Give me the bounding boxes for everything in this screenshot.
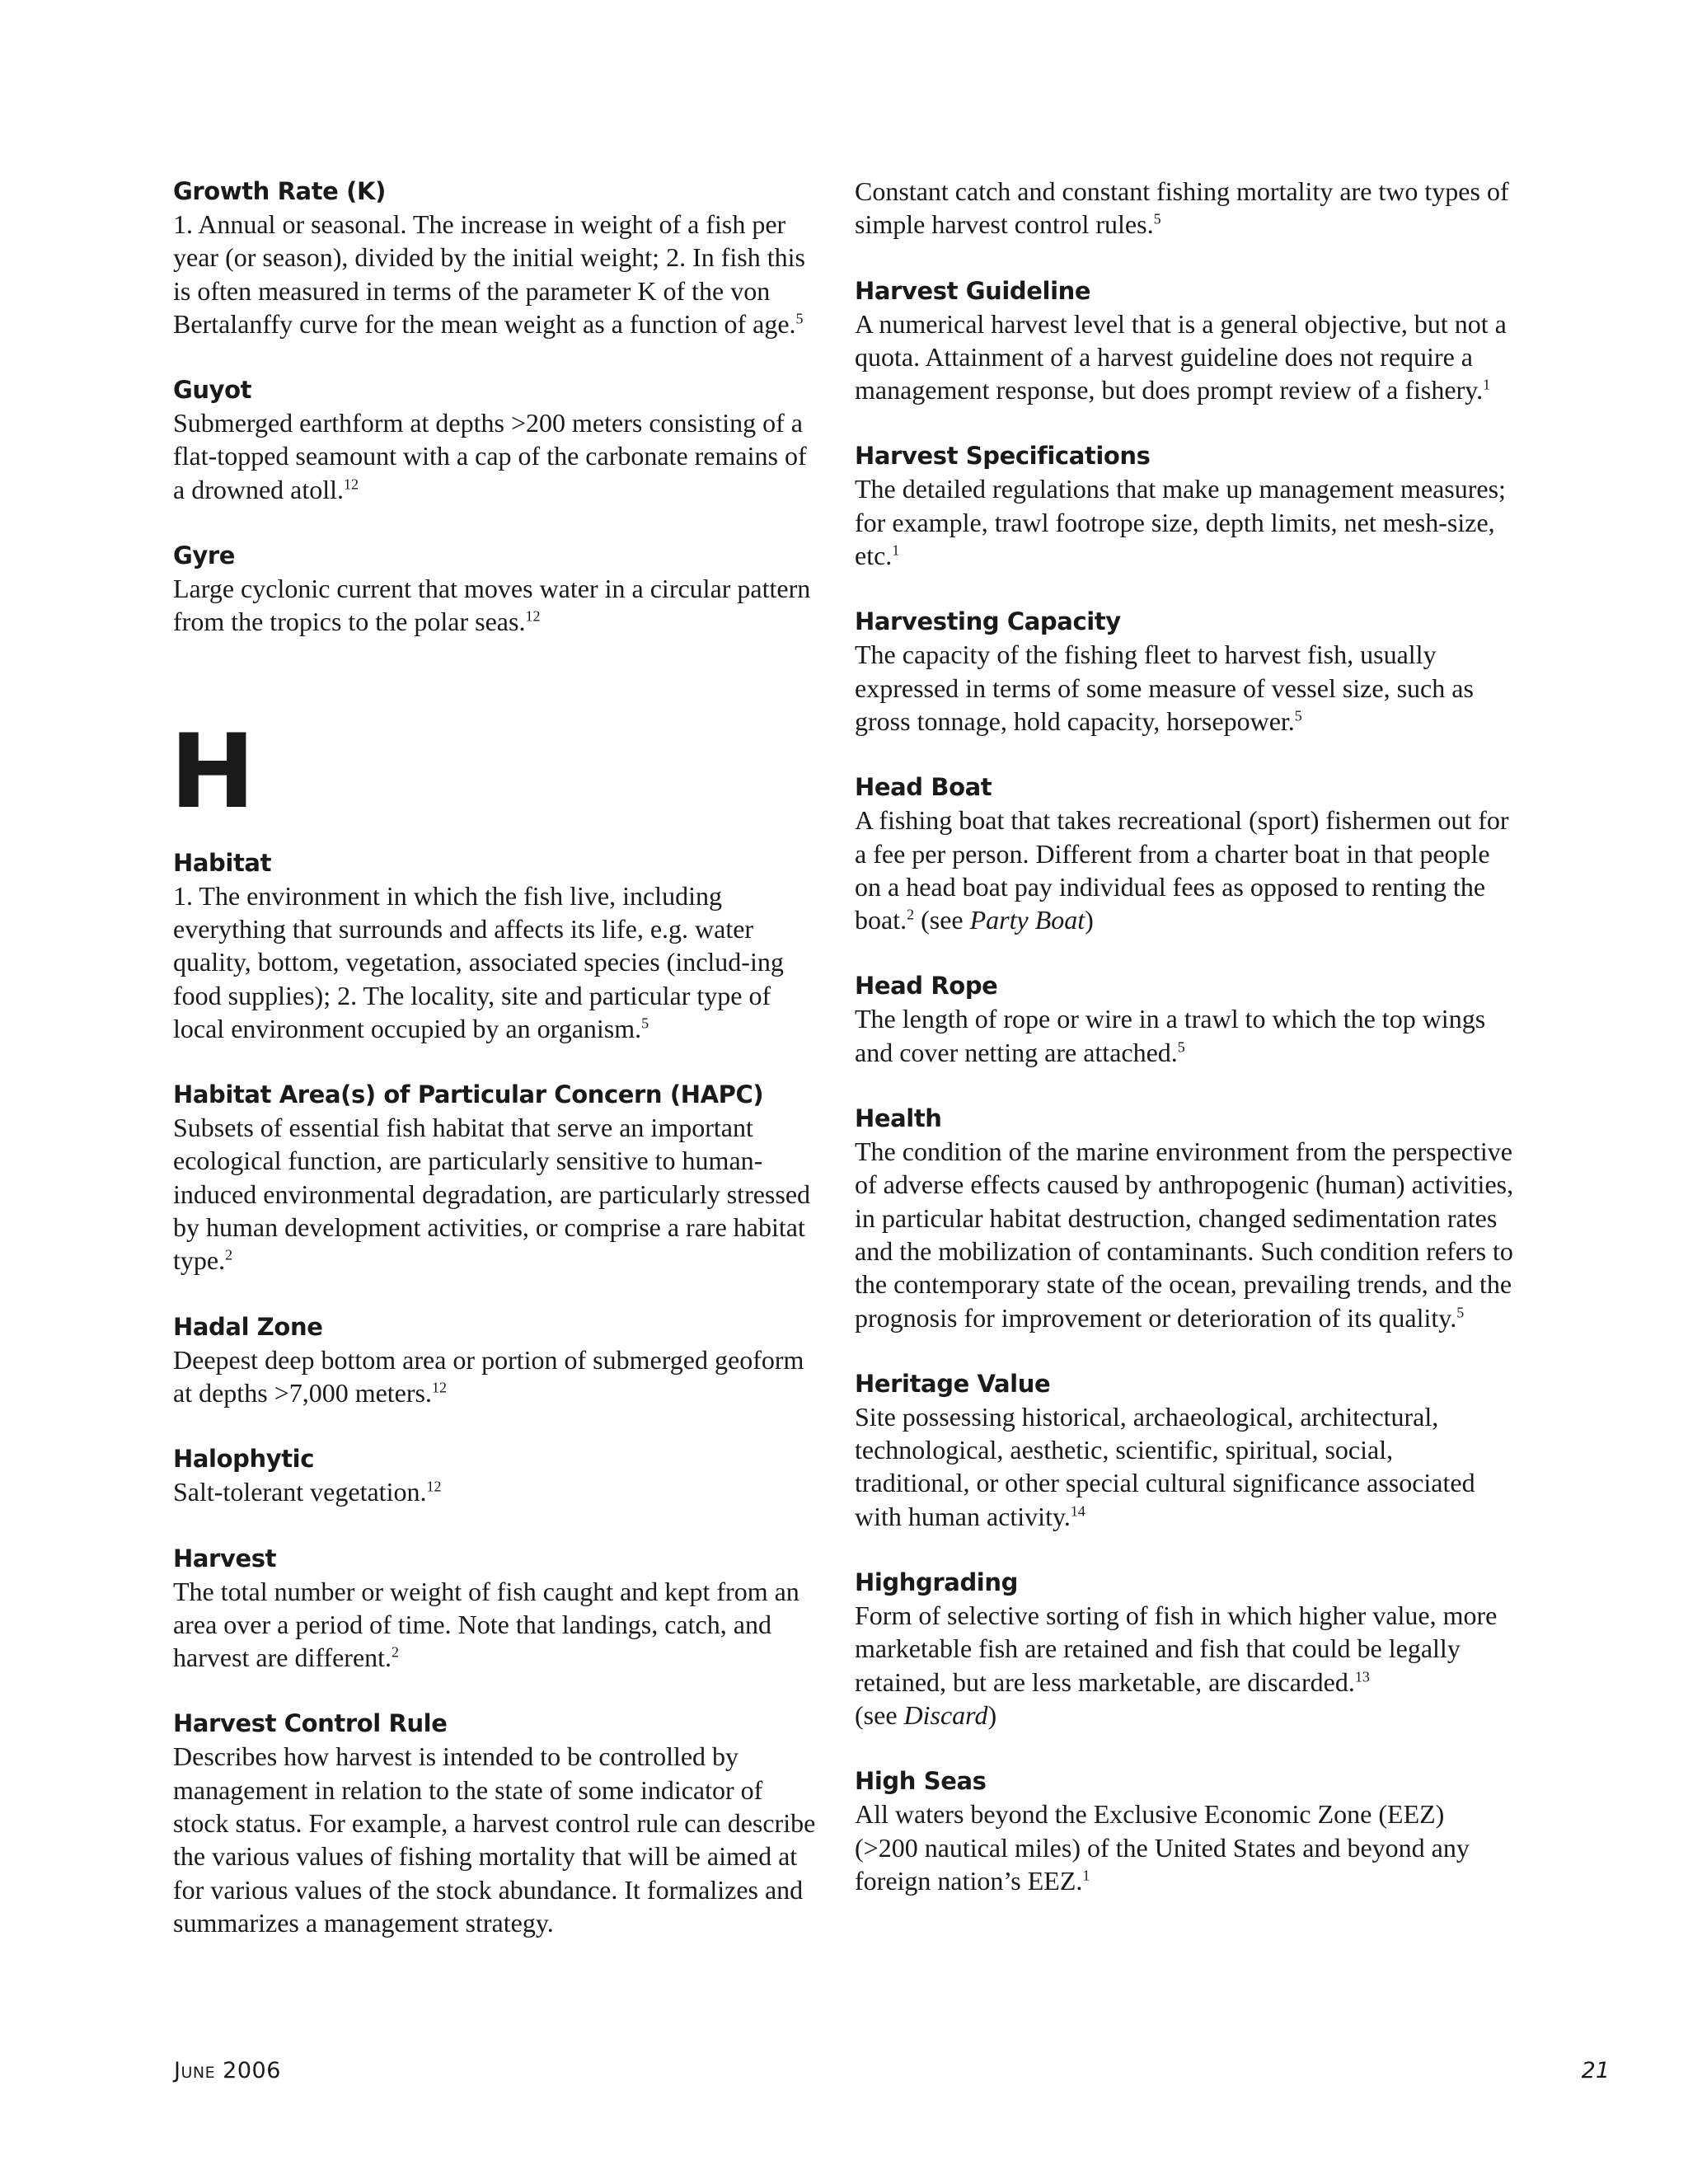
entry-definition: All waters beyond the Exclusive Economic Zone (EEZ) (>200 nautical miles) of the United States and beyond any foreign nation’s EEZ.$^1$: [855, 1799, 1470, 1896]
glossary-entry: [855, 605, 1514, 738]
glossary-entry: [855, 1367, 1514, 1533]
left-column: [170, 175, 816, 1972]
glossary-entry: [855, 439, 1514, 572]
entry-definition: Subsets of essential fish habitat that serve an important ecological function, are particularly sensitive to human-induced environmental degradation, are particularly stressed by human development activities, or comprise a rare habitat type.$^2$: [173, 1113, 811, 1276]
entry-term: Head Rope: [855, 972, 998, 1001]
entry-term: Harvest Specifications: [855, 442, 1151, 471]
entry-term: Growth Rate (K): [173, 177, 386, 205]
glossary-entry: [173, 1078, 816, 1277]
cross-reference: Discard: [903, 1699, 988, 1730]
reference-number: 14: [1070, 1502, 1085, 1520]
entry-term: Harvest Guideline: [855, 276, 1091, 305]
entries-h: [173, 846, 816, 1940]
glossary-entry: [855, 1102, 1514, 1334]
glossary-entry: [173, 1707, 816, 1939]
right-column: [855, 175, 1514, 1930]
glossary-entry: [855, 969, 1514, 1069]
entry-definition: A numerical harvest level that is a general objective, but not a quota. Attainment of a harvest guideline does not require a management response, but does prompt review of a fishery.$^1$: [855, 308, 1507, 405]
entry-definition: Salt-tolerant vegetation.$^{12}$: [173, 1477, 442, 1507]
entry-term: Harvest Control Rule: [173, 1709, 448, 1738]
entry-definition: The total number or weight of fish caught and kept from an area over a period of time. Note that landings, catch, and harvest are different.$^2$: [173, 1576, 799, 1673]
reference-number: 12: [525, 607, 541, 625]
reference-number: 5: [1456, 1303, 1465, 1320]
entry-term: Harvesting Capacity: [855, 607, 1121, 636]
reference-number: 13: [1354, 1667, 1370, 1685]
entry-definition: The length of rope or wire in a trawl to which the top wings and cover netting are attached.$^5$: [855, 1004, 1486, 1067]
entry-term: Guyot: [173, 376, 252, 405]
reference-number: 2: [392, 1643, 400, 1661]
entry-term: Habitat Area(s) of Particular Concern (HAPC): [173, 1080, 764, 1109]
entry-definition: Site possessing historical, archaeological, architectural, technological, aesthetic, scientific, spiritual, social, traditional, or other special cultural significance associated with human activity.$^{14}$: [855, 1401, 1475, 1531]
continued-definition: Constant catch and constant fishing mortality are two types of simple harvest control rules.$^5$: [855, 176, 1509, 240]
entry-definition: Form of selective sorting of fish in which higher value, more marketable fish are retained and fish that could be legally retained, but are less marketable, are discarded.$^{13}$ (see Discard): [855, 1601, 1498, 1730]
glossary-entry: [173, 539, 816, 639]
glossary-entry: [173, 373, 816, 506]
entry-term: Hadal Zone: [173, 1312, 323, 1341]
reference-number: 1: [1082, 1867, 1090, 1884]
entry-term: Highgrading: [855, 1568, 1018, 1597]
entry-term: Harvest: [173, 1544, 277, 1572]
footer-date: June 2006: [174, 2058, 281, 2083]
reference-number: 12: [431, 1379, 447, 1396]
entries-g: [173, 175, 816, 639]
entry-definition: A fishing boat that takes recreational (sport) fishermen out for a fee per person. Different from a charter boat in that people on a head boat pay individual fees as opposed to renting the boat.$^2$ (see Party Boat): [855, 805, 1509, 935]
reference-number: 5: [1177, 1038, 1185, 1056]
reference-number: 12: [426, 1478, 442, 1495]
entry-definition: 1. Annual or seasonal. The increase in weight of a fish per year (or season), divided by the initial weight; 2. In fish this is often measured in terms of the parameter K of the von Bertalanffy curve for the mean weight as a function of age.$^5$: [173, 209, 805, 339]
section-letter: H: [170, 712, 256, 832]
reference-number: 2: [225, 1246, 233, 1263]
reference-number: 1: [1483, 376, 1491, 393]
entry-term: Halophytic: [173, 1445, 315, 1474]
glossary-entry: [173, 1310, 816, 1410]
entry-term: Gyre: [173, 541, 236, 570]
glossary-entry: [173, 846, 816, 1045]
glossary-entry: [855, 274, 1514, 407]
reference-number: 1: [892, 541, 900, 559]
glossary-entry: [855, 1765, 1514, 1897]
entry-definition: Deepest deep bottom area or portion of submerged geoform at depths >7,000 meters.$^{12}$: [173, 1344, 804, 1408]
cross-reference: Party Boat: [969, 905, 1085, 935]
glossary-entry: [173, 1442, 816, 1508]
glossary-entry: [173, 1542, 816, 1675]
page-number: 21: [1581, 2058, 1610, 2083]
entry-term: Heritage Value: [855, 1369, 1051, 1398]
reference-number: 5: [1294, 707, 1302, 724]
reference-number: 5: [1153, 210, 1161, 227]
reference-number: 5: [641, 1015, 649, 1032]
entry-definition: Large cyclonic current that moves water in a circular pattern from the tropics to the polar seas.$^{12}$: [173, 574, 811, 637]
glossary-entry: [173, 175, 816, 340]
entry-definition: Submerged earthform at depths >200 meters consisting of a flat-topped seamount with a cap of the carbonate remains of a drowned atoll.$^{12}$: [173, 408, 807, 504]
entry-definition: The condition of the marine environment from the perspective of adverse effects caused by anthropogenic (human) activities, in particular habitat destruction, changed sedimentation rates and the mobilization of contaminants. Such condition refers to the contemporary state of the ocean, prevailing trends, and the prognosis for improvement or deterioration of its quality.$^5$: [855, 1137, 1514, 1333]
entry-definition: The capacity of the fishing fleet to harvest fish, usually expressed in terms of some measure of vessel size, such as gross tonnage, hold capacity, horsepower.$^5$: [855, 640, 1474, 736]
entry-term: Habitat: [173, 848, 272, 877]
entry-term: Health: [855, 1104, 942, 1133]
glossary-entry: [855, 1566, 1514, 1732]
reference-number: 5: [795, 310, 804, 327]
entry-term: Head Boat: [855, 773, 992, 802]
entry-definition: 1. The environment in which the fish live, including everything that surrounds and affects its life, e.g. water quality, bottom, vegetation, associated species (includ-ing food supplies); 2. The locality, site and particular type of local environment occupied by an organism.$^5$: [173, 880, 784, 1043]
entry-term: High Seas: [855, 1767, 987, 1796]
glossary-entry: [855, 771, 1514, 936]
reference-number: 12: [344, 476, 359, 493]
reference-number: 2: [907, 906, 915, 923]
entry-definition: The detailed regulations that make up management measures; for example, trawl footrope size, depth limits, net mesh-size, etc.$^1$: [855, 474, 1506, 571]
entry-definition: Describes how harvest is intended to be controlled by management in relation to the state of some indicator of stock status. For example, a harvest control rule can describe the various values of fishing mortality that will be aimed at for various values of the stock abundance. It formalizes and summarizes a management strategy.: [173, 1741, 816, 1938]
